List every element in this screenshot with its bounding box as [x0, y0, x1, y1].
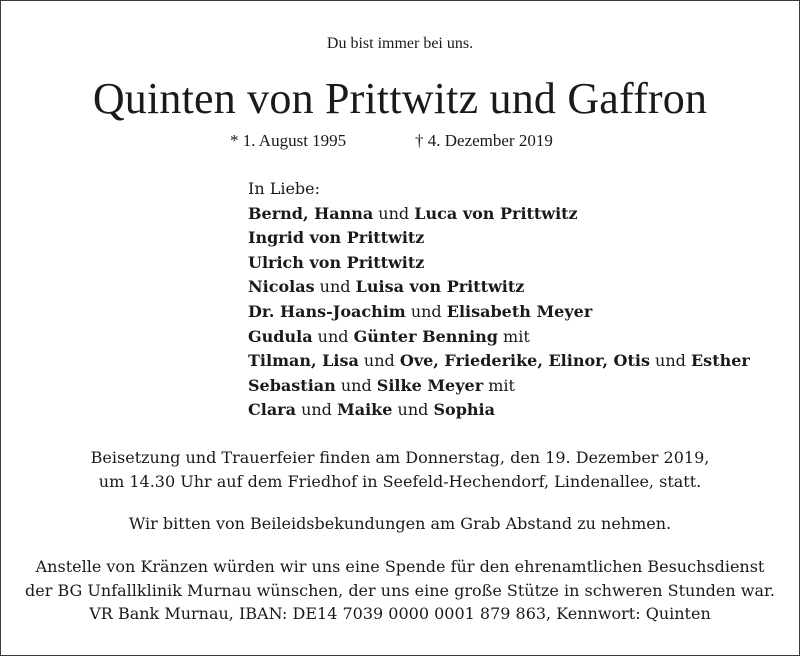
- connector-text: und: [335, 375, 377, 395]
- mourner-name: Esther: [690, 351, 750, 371]
- mourner-line: [248, 349, 750, 374]
- mourner-line: [248, 202, 750, 227]
- connector-text: und: [312, 326, 354, 346]
- connector-text: mit: [497, 326, 530, 346]
- mourner-line: [248, 251, 750, 276]
- mourner-line: [248, 325, 750, 350]
- connector-text: und: [392, 400, 434, 420]
- donation-line: Anstelle von Kränzen würden wir uns eine Spende für den ehrenamtlichen Besuchsdienst: [35, 557, 765, 576]
- connector-text: und: [405, 301, 447, 321]
- connector-text: und: [295, 400, 338, 420]
- connector-text: mit: [483, 375, 515, 395]
- mourner-name: Luisa von Prittwitz: [355, 277, 525, 297]
- connector-text: und: [358, 351, 400, 371]
- funeral-line: Beisetzung und Trauerfeier finden am Donnerstag, den 19. Dezember 2019,: [90, 448, 710, 467]
- mourner-name: Maike: [337, 400, 393, 420]
- funeral-details: [1, 446, 799, 493]
- mourner-name: Ove, Friederike, Elinor, Otis: [399, 351, 650, 371]
- mourner-name: Nicolas: [248, 277, 315, 297]
- mourner-name: Gudula: [248, 326, 313, 346]
- connector-text: und: [314, 277, 356, 297]
- mourner-name: Ulrich von Prittwitz: [248, 252, 425, 272]
- mourner-name: Clara: [248, 400, 296, 420]
- motto: Du bist immer bei uns.: [326, 35, 474, 52]
- mourner-lines: [248, 202, 750, 423]
- bank-details: VR Bank Murnau, IBAN: DE14 7039 0000 0001 879 863, Kennwort: Quinten: [89, 604, 711, 623]
- mourner-line: [248, 300, 750, 325]
- mourner-name: Günter Benning: [353, 326, 498, 346]
- mourners-intro: In Liebe:: [248, 179, 321, 198]
- deceased-name: Quinten von Prittwitz und Gaffron: [92, 74, 708, 123]
- mourner-name: Sebastian: [248, 375, 336, 395]
- mourner-line: [248, 398, 750, 423]
- mourner-name: Sophia: [433, 400, 495, 420]
- mourner-line: [248, 275, 750, 300]
- mourner-name: Tilman, Lisa: [248, 351, 359, 371]
- mourner-line: [248, 374, 750, 399]
- mourner-name: Bernd, Hanna: [248, 203, 374, 223]
- mourner-name: Dr. Hans-Joachim: [248, 301, 406, 321]
- mourner-name: Luca von Prittwitz: [414, 203, 578, 223]
- mourner-name: Ingrid von Prittwitz: [248, 228, 425, 248]
- mourners-list: [248, 177, 750, 423]
- connector-text: und: [373, 203, 415, 223]
- condolence-note: Wir bitten von Beileidsbekundungen am Grab Abstand zu nehmen.: [128, 514, 672, 533]
- donation-request: [1, 555, 799, 626]
- donation-line: der BG Unfallklinik Murnau wünschen, der uns eine große Stütze in schweren Stunden war.: [25, 580, 775, 600]
- mourner-line: [248, 226, 750, 251]
- death-date: † 4. Dezember 2019: [415, 131, 553, 150]
- connector-text: und: [649, 351, 691, 371]
- mourner-name: Elisabeth Meyer: [446, 301, 593, 321]
- birth-date: * 1. August 1995: [230, 131, 347, 150]
- funeral-line: um 14.30 Uhr auf dem Friedhof in Seefeld-Hechendorf, Lindenallee, statt.: [98, 471, 702, 491]
- mourner-name: Silke Meyer: [376, 375, 484, 395]
